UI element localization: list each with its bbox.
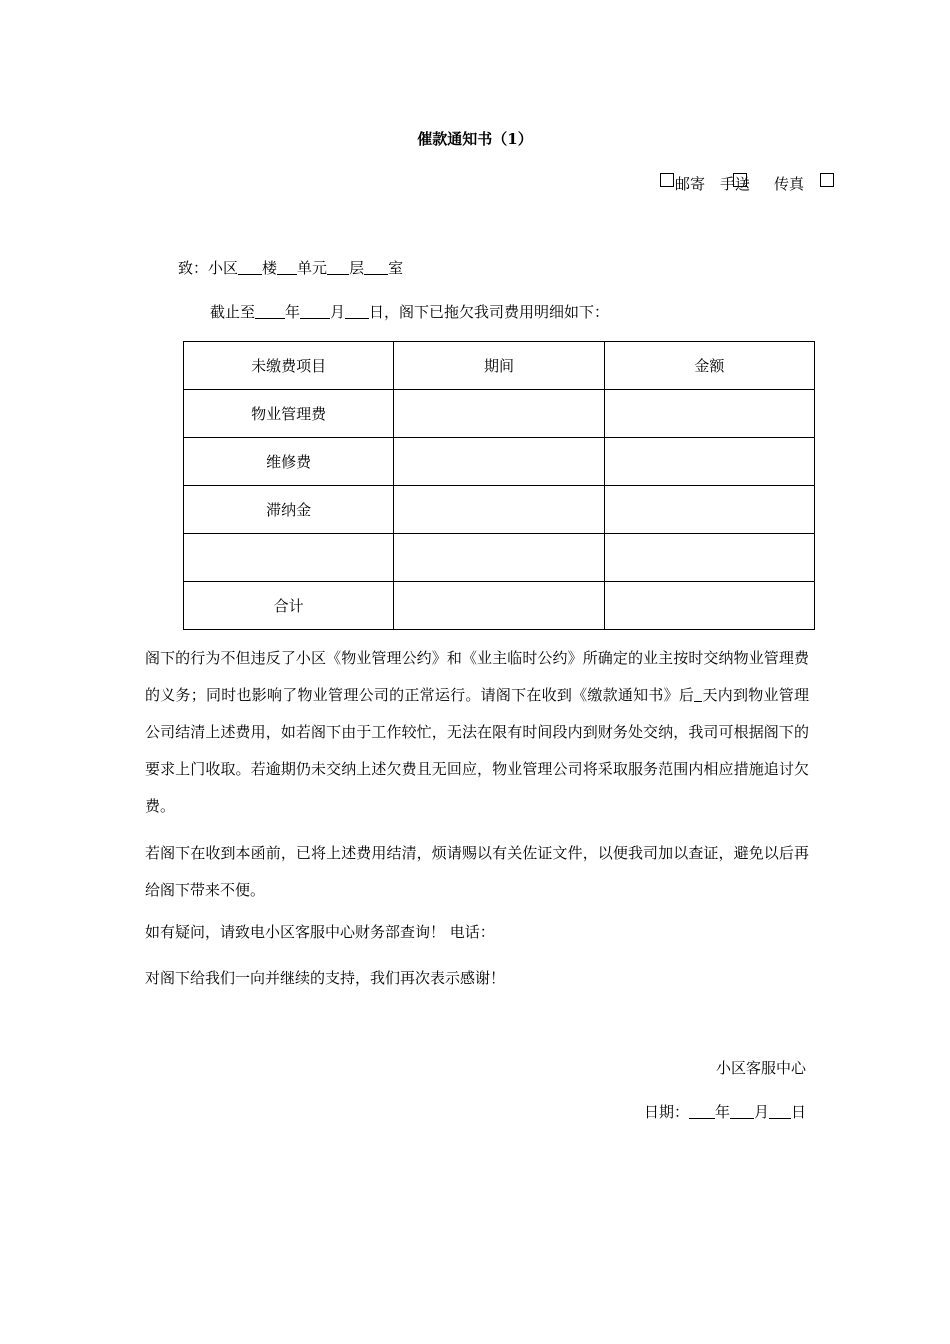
table-total-row [184, 582, 815, 630]
table-cell[interactable] [394, 582, 604, 630]
address-unit: 单元 [297, 259, 328, 277]
signature-date-month: 月 [753, 1103, 769, 1121]
room-blank[interactable] [364, 260, 388, 275]
table-row [184, 390, 815, 438]
table-row [184, 486, 815, 534]
floor-blank[interactable] [327, 260, 349, 275]
signature-year-blank[interactable] [689, 1104, 715, 1119]
signature-date-day: 日 [790, 1103, 806, 1121]
recipient-address [178, 257, 403, 278]
header-item: 未缴费项目 [184, 342, 394, 390]
unit-blank[interactable] [277, 260, 297, 275]
fax-checkbox[interactable] [820, 173, 834, 187]
table-cell: 物业管理费 [184, 390, 394, 438]
days-blank[interactable] [694, 687, 702, 702]
table-cell[interactable] [184, 534, 394, 582]
table-cell: 维修费 [184, 438, 394, 486]
paragraph-thanks: 对阁下给我们一向并继续的支持，我们再次表示感谢！ [145, 969, 506, 987]
fees-table [183, 341, 815, 630]
table-row [184, 438, 815, 486]
paragraph-violation [145, 640, 809, 825]
signature-day-blank[interactable] [769, 1104, 791, 1119]
signature-date [644, 1101, 806, 1122]
date-line-suffix: 日，阁下已拖欠我司费用明细如下： [369, 303, 610, 321]
building-blank[interactable] [238, 260, 262, 275]
table-cell: 合计 [184, 582, 394, 630]
date-line-month: 月 [330, 303, 346, 321]
signature-org: 小区客服中心 [715, 1059, 806, 1077]
table-cell[interactable] [394, 390, 604, 438]
mail-checkbox[interactable] [660, 173, 674, 187]
delivery-method-options [660, 173, 840, 193]
signature-month-blank[interactable] [730, 1104, 754, 1119]
date-year-blank[interactable] [255, 304, 285, 319]
table-cell[interactable] [604, 582, 814, 630]
table-cell[interactable] [604, 534, 814, 582]
signature-date-year: 年 [714, 1103, 730, 1121]
table-cell[interactable] [394, 486, 604, 534]
address-building: 楼 [262, 259, 278, 277]
date-line-prefix: 截止至 [210, 303, 256, 321]
table-header-row [184, 342, 815, 390]
table-cell[interactable] [604, 486, 814, 534]
header-amount: 金额 [604, 342, 814, 390]
date-month-blank[interactable] [300, 304, 330, 319]
paragraph-already-paid: 若阁下在收到本函前，已将上述费用结清，烦请赐以有关佐证文件，以便我司加以查证，避免以后再给阁下带来不便。 [145, 844, 809, 899]
address-room: 室 [388, 259, 404, 277]
paragraph-inquiry: 如有疑问，请致电小区客服中心财务部查询！ 电话： [145, 923, 495, 941]
page-title: 催款通知书（1） [417, 130, 533, 148]
table-cell[interactable] [604, 390, 814, 438]
address-prefix: 致： [178, 259, 209, 277]
address-floor: 层 [349, 259, 365, 277]
paragraph-violation-part2: 天内到物业管理公司结清上述费用，如若阁下由于工作较忙，无法在限有时间段内到财务处交纳，我司可根据阁下的要求上门收取。若逾期仍未交纳上述欠费且无回应，物业管理公司将采取服务范围内相应措施追讨欠费。 [145, 686, 809, 815]
header-period: 期间 [394, 342, 604, 390]
paragraph-violation-part1: 阁下的行为不但违反了小区《物业管理公约》和《业主临时公约》所确定的业主按时交纳物业管理费的义务；同时也影响了物业管理公司的正常运行。请阁下在收到《缴款通知书》后 [145, 649, 809, 704]
date-line-year: 年 [285, 303, 301, 321]
fax-label: 传真 [774, 175, 805, 193]
table-row [184, 534, 815, 582]
table-cell[interactable] [394, 438, 604, 486]
date-day-blank[interactable] [345, 304, 369, 319]
address-community: 小区 [208, 259, 239, 277]
table-cell[interactable] [604, 438, 814, 486]
arrears-date-line [210, 301, 609, 322]
mail-label: 邮寄 [675, 175, 706, 193]
hand-delivery-label: 手送 [720, 175, 751, 193]
table-cell[interactable] [394, 534, 604, 582]
table-cell: 滞纳金 [184, 486, 394, 534]
signature-date-prefix: 日期： [643, 1103, 689, 1121]
